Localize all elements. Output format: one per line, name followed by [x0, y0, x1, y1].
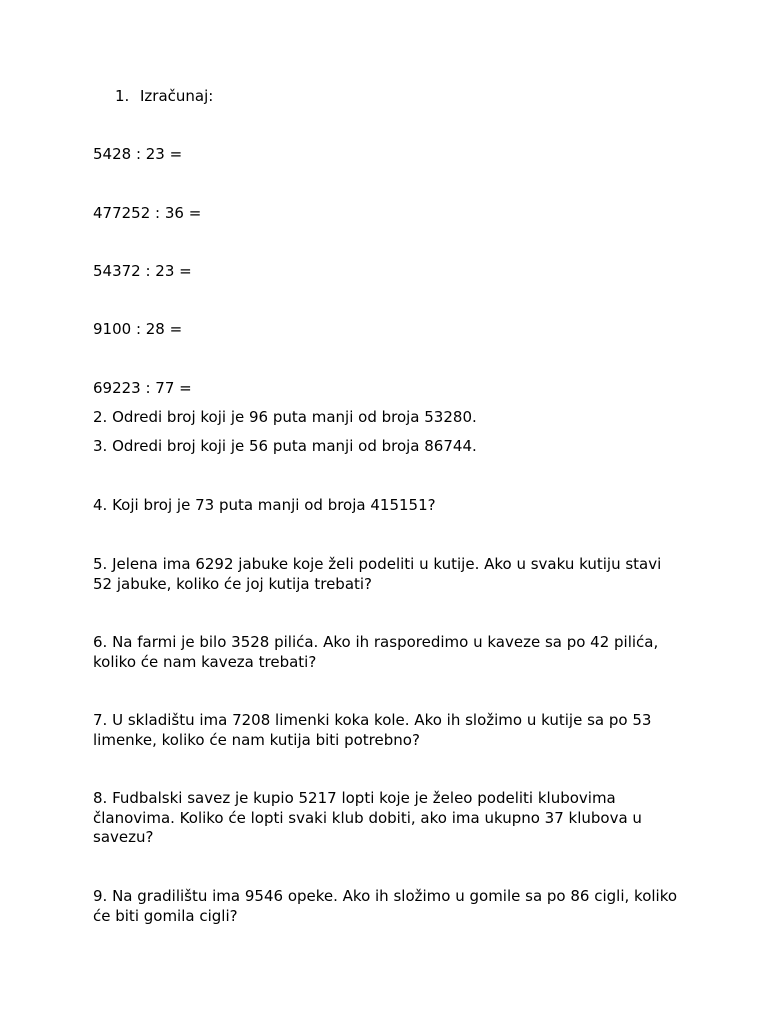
expression-3: 54372 : 23 = — [93, 262, 192, 280]
expression-5: 69223 : 77 = — [93, 379, 192, 397]
task-1-number: 1. — [115, 87, 130, 105]
expression-1: 5428 : 23 = — [93, 145, 183, 163]
task-1-label: Izračunaj: — [140, 87, 214, 105]
task-1-heading — [115, 87, 213, 107]
expression-4: 9100 : 28 = — [93, 320, 183, 338]
task-2: 2. Odredi broj koji je 96 puta manji od broja 53280. — [93, 408, 477, 426]
task-9: 9. Na gradilištu ima 9546 opeke. Ako ih složimo u gomile sa po 86 cigli, koliko će biti gomila cigli? — [93, 887, 682, 925]
task-4: 4. Koji broj je 73 puta manji od broja 415151? — [93, 496, 436, 514]
task-6: 6. Na farmi je bilo 3528 pilića. Ako ih rasporedimo u kaveze sa po 42 pilića, koliko će nam kaveza trebati? — [93, 633, 664, 671]
task-8: 8. Fudbalski savez je kupio 5217 lopti koje je želeo podeliti klubovima članovima. Koliko će lopti svaki klub dobiti, ako ima ukupno 37 klubova u savezu? — [93, 789, 647, 846]
task-3: 3. Odredi broj koji je 56 puta manji od broja 86744. — [93, 437, 477, 455]
expression-2: 477252 : 36 = — [93, 204, 202, 222]
task-5: 5. Jelena ima 6292 jabuke koje želi podeliti u kutije. Ako u svaku kutiju stavi 52 jabuke, koliko će joj kutija trebati? — [93, 555, 667, 593]
task-7: 7. U skladištu ima 7208 limenki koka kole. Ako ih složimo u kutije sa po 53 limenke, koliko će nam kutija biti potrebno? — [93, 711, 657, 749]
